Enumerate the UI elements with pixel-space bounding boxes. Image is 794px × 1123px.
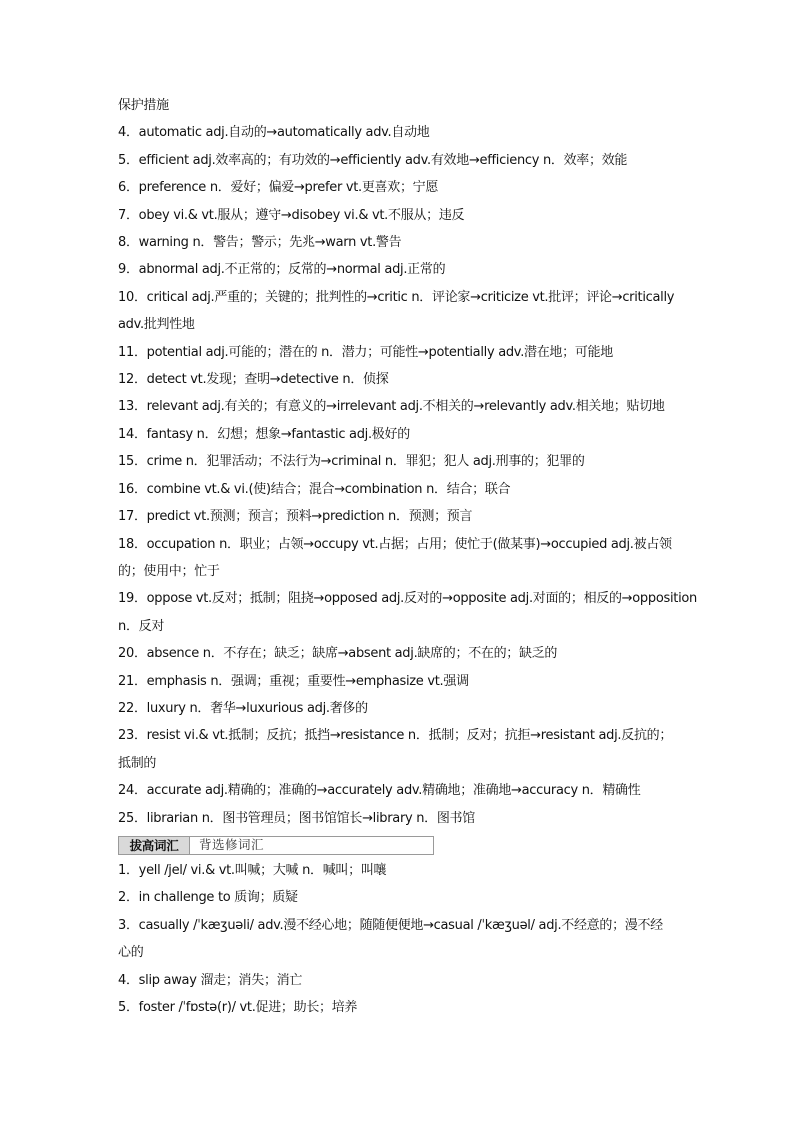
vocab-entry-16: 16．combine vt.& vi.(使)结合；混合→combination n．结合；联合 [118,481,511,497]
vocab-entry-4: 4．automatic adj.自动的→automatically adv.自动地 [118,125,430,141]
vocab-entry-23-cont: 抵制的 [118,755,157,771]
section-tag: 拔高词汇 [119,837,190,854]
vocab-entry-18: 18．occupation n．职业；占领→occupy vt.占据；占用；使忙于(做某事)→occupied adj.被占领 [118,536,672,552]
text-line: 保护措施 [118,98,169,113]
vocab-entry-14: 14．fantasy n．幻想；想象→fantastic adj.极好的 [118,426,410,442]
vocab-entry-7: 7．obey vi.& vt.服从；遵守→disobey vi.& vt.不服从；违反 [118,207,465,223]
advanced-entry-5: 5．foster /ˈfɒstə(r)/ vt.促进；助长；培养 [118,1000,358,1015]
vocab-entry-17: 17．predict vt.预测；预言；预料→prediction n．预测；预言 [118,509,473,525]
vocab-entry-8: 8．warning n．警告；警示；先兆→warn vt.警告 [118,235,402,251]
vocab-entry-22: 22．luxury n．奢华→luxurious adj.奢侈的 [118,700,368,716]
advanced-entry-4: 4．slip away 溜走；消失；消亡 [118,972,303,988]
vocab-entry-13: 13．relevant adj.有关的；有意义的→irrelevant adj.不相关的→relevantly adv.相关地；贴切地 [118,399,665,415]
vocab-entry-19: 19．oppose vt.反对；抵制；阻挠→opposed adj.反对的→opposite adj.对面的；相反的→opposition [118,591,697,607]
advanced-entry-1: 1．yell /jel/ vi.& vt.叫喊；大喊 n．喊叫；叫嚷 [118,862,387,878]
vocab-entry-21: 21．emphasis n．强调；重视；重要性→emphasize vt.强调 [118,673,469,689]
vocab-entry-10: 10．critical adj.严重的；关键的；批判性的→critic n．评论家→criticize vt.批评；评论→critically [118,289,675,305]
vocab-entry-11: 11．potential adj.可能的；潜在的 n．潜力；可能性→potentially adv.潜在地；可能地 [118,344,613,360]
vocab-entry-19-cont: n．反对 [118,618,165,634]
vocab-entry-25: 25．librarian n．图书管理员；图书馆馆长→library n．图书馆 [118,810,475,826]
vocab-entry-23: 23．resist vi.& vt.抵制；反抗；抵挡→resistance n．抵制；反对；抗拒→resistant adj.反抗的； [118,728,673,744]
vocab-entry-9: 9．abnormal adj.不正常的；反常的→normal adj.正常的 [118,262,446,278]
vocab-entry-15: 15．crime n．犯罪活动；不法行为→criminal n．罪犯；犯人 adj.刑事的；犯罪的 [118,454,585,470]
advanced-entry-3-cont: 心的 [118,945,144,961]
vocabulary-list [118,92,697,1021]
vocab-entry-6: 6．preference n．爱好；偏爱→prefer vt.更喜欢；宁愿 [118,180,439,196]
vocab-entry-12: 12．detect vt.发现；查明→detective n．侦探 [118,372,389,388]
vocab-entry-10-cont: adv.批判性地 [118,317,195,333]
section-header [118,836,434,855]
advanced-entry-2: 2．in challenge to 质询；质疑 [118,890,298,906]
vocab-entry-18-cont: 的；使用中；忙于 [118,563,220,579]
section-title: 背选修词汇 [199,836,265,852]
vocab-entry-24: 24．accurate adj.精确的；准确的→accurately adv.精确地；准确地→accuracy n．精确性 [118,783,641,799]
vocab-entry-5: 5．efficient adj.效率高的；有功效的→efficiently adv.有效地→efficiency n．效率；效能 [118,152,628,168]
vocab-entry-20: 20．absence n．不存在；缺乏；缺席→absent adj.缺席的；不在的；缺乏的 [118,646,558,662]
advanced-entry-3: 3．casually /ˈkæʒuəli/ adv.漫不经心地；随随便便地→casual /ˈkæʒuəl/ adj.不经意的；漫不经 [118,917,663,933]
